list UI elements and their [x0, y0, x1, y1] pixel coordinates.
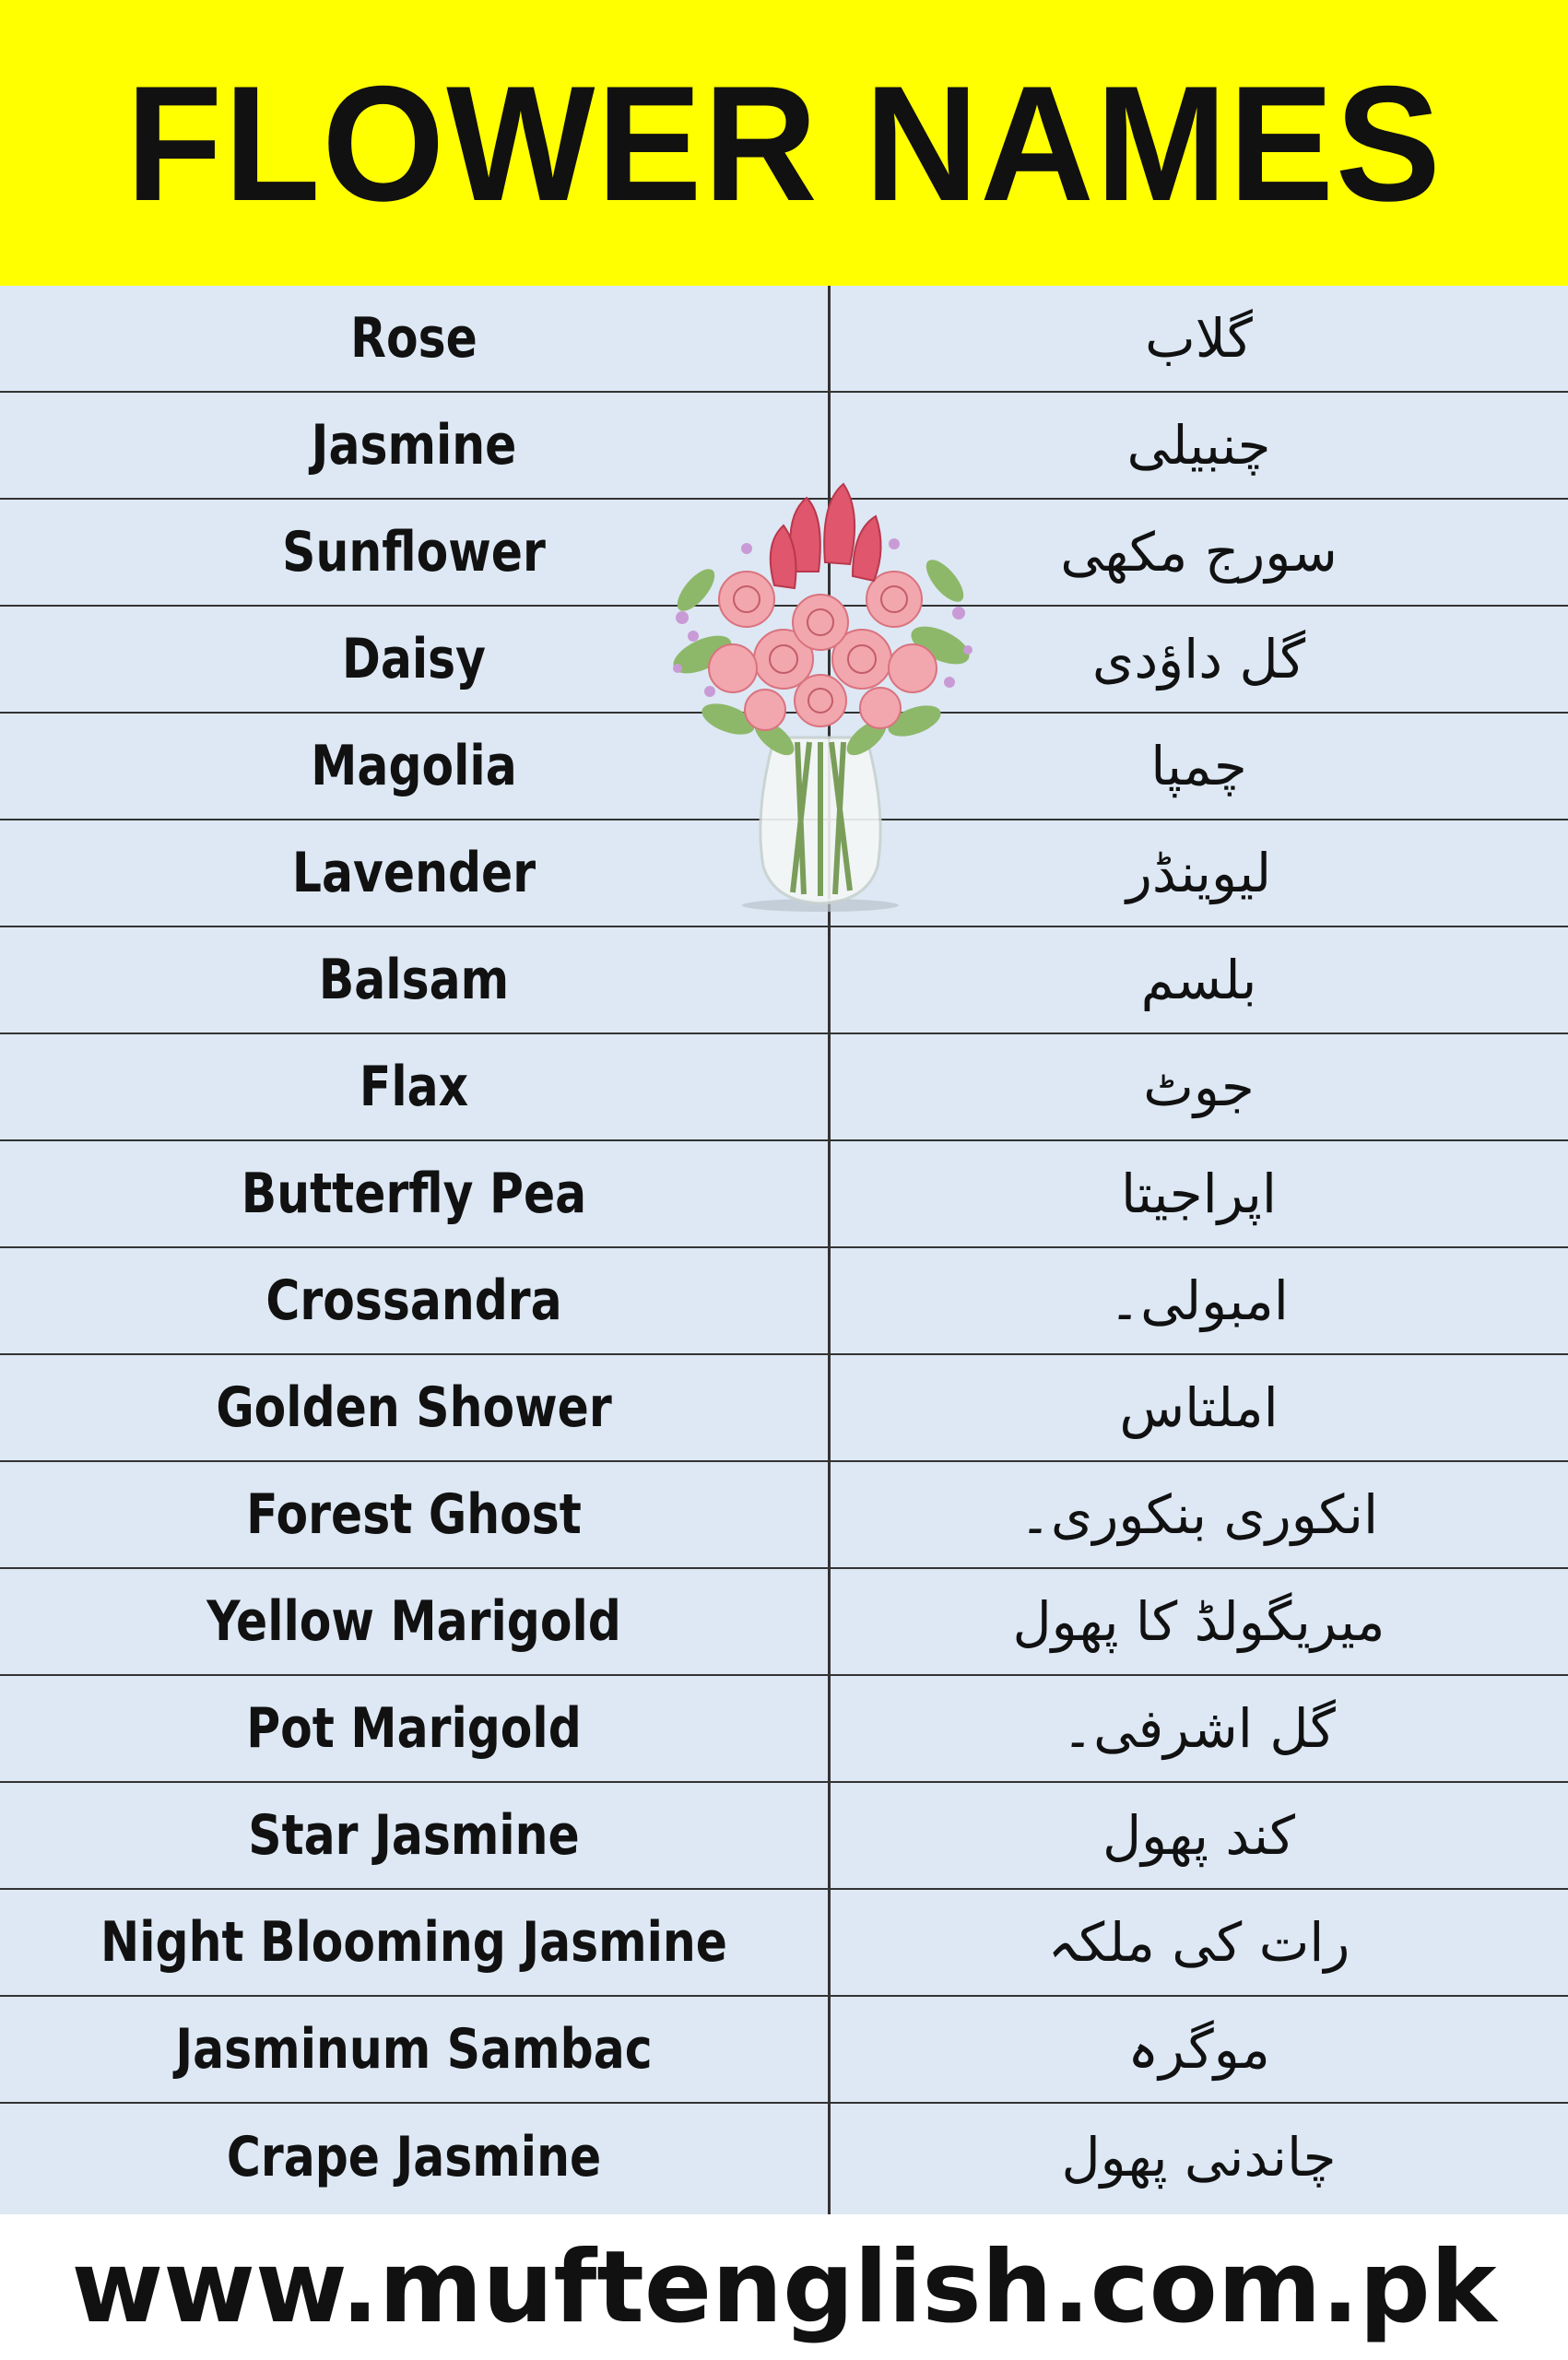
urdu-name: بلسم	[1140, 949, 1257, 1011]
table-row	[0, 1034, 1568, 1141]
english-name: Jasmine	[311, 413, 517, 478]
table-row	[0, 2104, 1568, 2211]
english-name: Star Jasmine	[248, 1803, 580, 1868]
english-name: Pot Marigold	[246, 1696, 582, 1761]
english-name: Yellow Marigold	[206, 1589, 621, 1654]
urdu-name: موگرہ	[1127, 2018, 1270, 2081]
table-row	[0, 1890, 1568, 1997]
page-title: FLOWER NAMES	[125, 51, 1443, 235]
table-row	[0, 1141, 1568, 1248]
english-name: Sunflower	[282, 520, 546, 584]
english-name: Daisy	[342, 627, 486, 691]
english-name: Forest Ghost	[246, 1482, 582, 1547]
flower-vase-icon	[645, 461, 996, 913]
english-name: Butterfly Pea	[241, 1162, 587, 1226]
english-name: Jasminum Sambac	[175, 2017, 653, 2082]
english-name: Night Blooming Jasmine	[100, 1910, 727, 1975]
urdu-name: چاندنی پھول	[1061, 2126, 1337, 2189]
table-row	[0, 286, 1568, 393]
urdu-name: میریگولڈ کا پھول	[1012, 1590, 1385, 1653]
table-row	[0, 1997, 1568, 2104]
page-header	[0, 0, 1568, 286]
urdu-name: امبولی۔	[1109, 1269, 1289, 1332]
table-row	[0, 1462, 1568, 1569]
english-name: Crape Jasmine	[226, 2125, 602, 2189]
website-url: www.muftenglish.com.pk	[71, 2229, 1497, 2345]
table-row	[0, 1676, 1568, 1783]
english-name: Balsam	[318, 948, 510, 1012]
urdu-name: چنبیلی	[1126, 414, 1271, 477]
table-row	[0, 1783, 1568, 1890]
urdu-name: لیوینڈر	[1126, 842, 1272, 904]
urdu-name: گل داؤدی	[1091, 628, 1306, 690]
urdu-name: رات کی ملکہ	[1047, 1911, 1350, 1974]
english-name: Lavender	[291, 841, 536, 905]
urdu-name: سورج مکھی	[1060, 521, 1338, 584]
table-row	[0, 927, 1568, 1034]
english-name: Magolia	[311, 734, 517, 798]
urdu-name: اپراجیتا	[1121, 1162, 1277, 1225]
table-row	[0, 1248, 1568, 1355]
urdu-name: جوٹ	[1143, 1056, 1255, 1118]
urdu-name: چمپا	[1150, 735, 1247, 797]
urdu-name: گل اشرفی۔	[1062, 1697, 1336, 1760]
table-row	[0, 1569, 1568, 1676]
urdu-name: املتاس	[1119, 1376, 1279, 1439]
english-name: Golden Shower	[216, 1375, 612, 1440]
footer	[0, 2214, 1568, 2360]
english-name: Rose	[350, 306, 477, 371]
urdu-name: گلاب	[1145, 307, 1253, 370]
urdu-name: کند پھول	[1102, 1804, 1295, 1867]
english-name: Flax	[359, 1055, 469, 1119]
table-row	[0, 1355, 1568, 1462]
english-name: Crossandra	[265, 1268, 562, 1333]
urdu-name: انکوری بنکوری۔	[1019, 1483, 1379, 1546]
